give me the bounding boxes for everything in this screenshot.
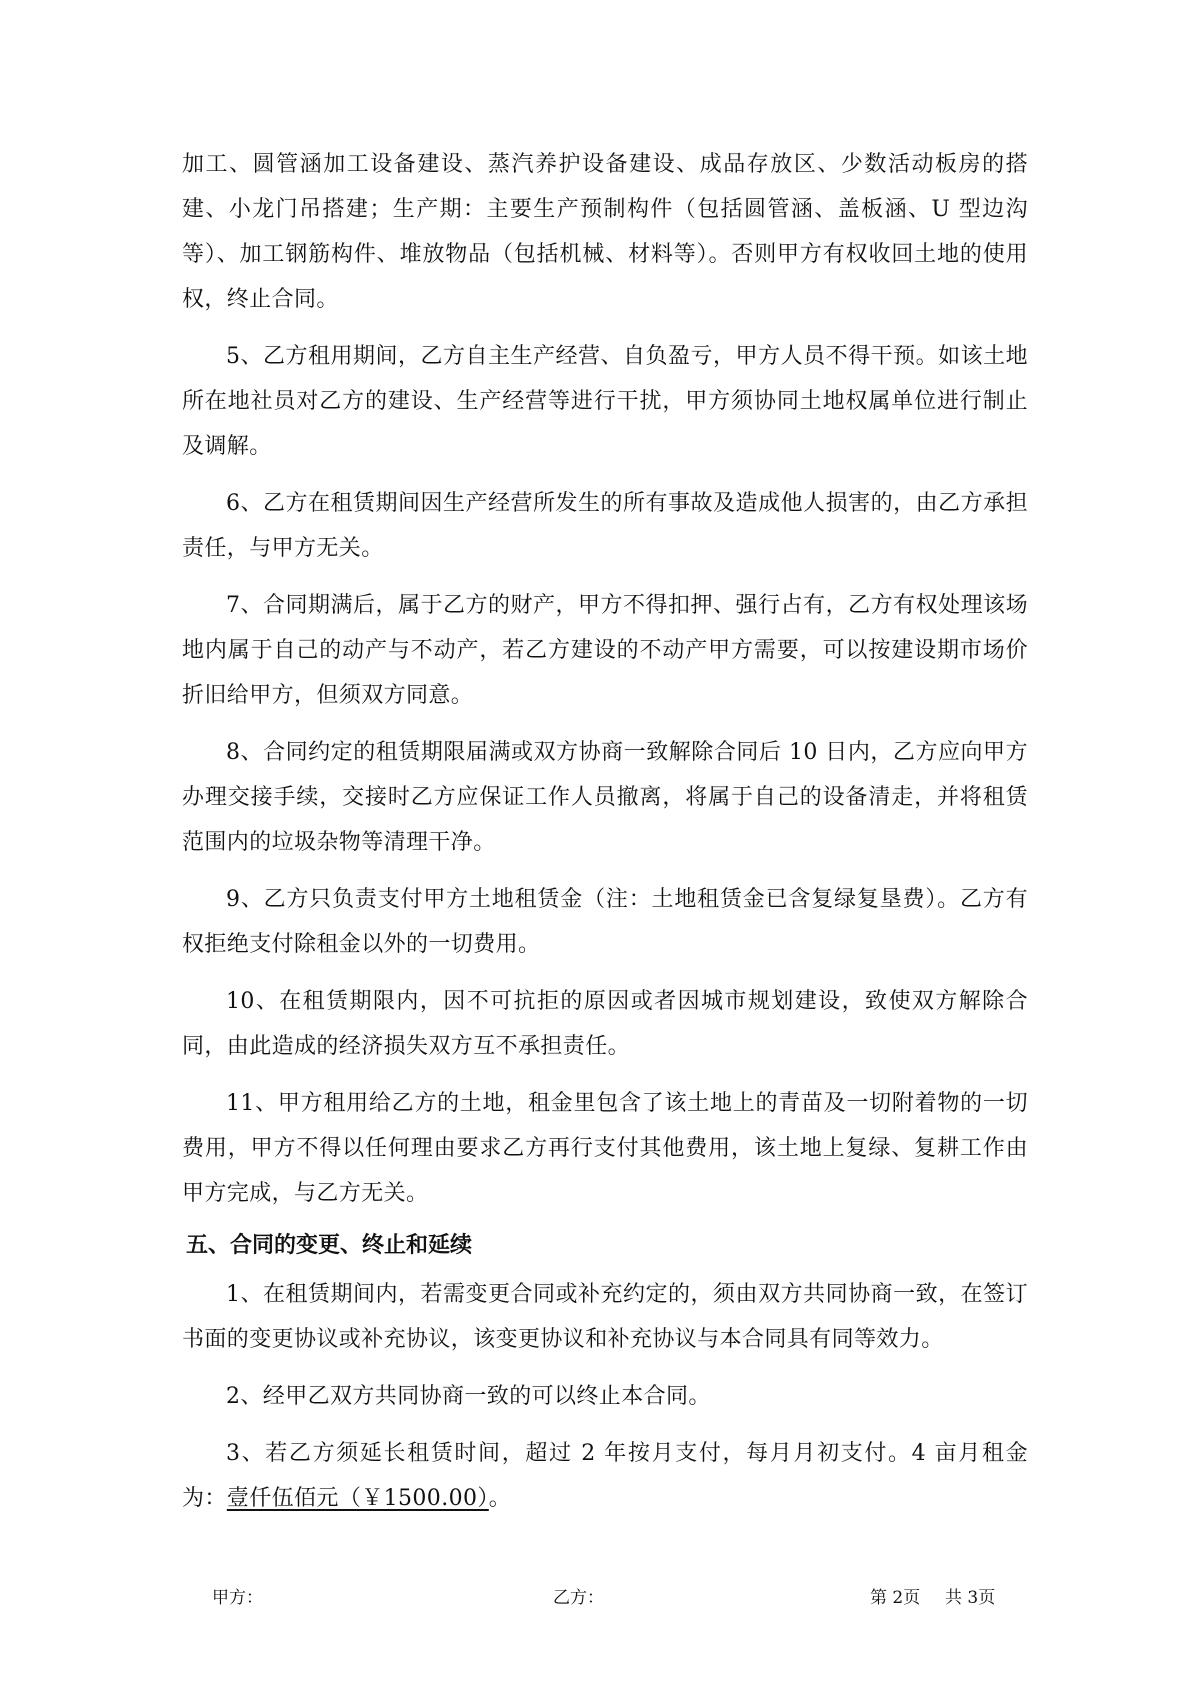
clause-paragraph: 8、合同约定的租赁期限届满或双方协商一致解除合同后 10 日内，乙方应向甲方办理交接手续，交接时乙方应保证工作人员撤离，将属于自己的设备清走，并将租赁范围内的垃圾杂物等清理干净。 bbox=[182, 740, 1028, 855]
page-number: 第 2页 bbox=[870, 1588, 921, 1608]
page-footer bbox=[0, 1583, 1200, 1613]
clause-list bbox=[182, 142, 1028, 1216]
clause-paragraph: 6、乙方在租赁期间因生产经营所发生的所有事故及造成他人损害的，由乙方承担责任，与甲方无关。 bbox=[182, 491, 1028, 561]
clause-paragraph: 11、甲方租用给乙方的土地，租金里包含了该土地上的青苗及一切附着物的一切费用，甲方不得以任何理由要求乙方再行支付其他费用，该土地上复绿、复耕工作由甲方完成，与乙方无关。 bbox=[182, 1091, 1028, 1206]
clause-paragraph: 9、乙方只负责支付甲方土地租赁金（注：土地租赁金已含复绿复垦费）。乙方有权拒绝支付除租金以外的一切费用。 bbox=[182, 887, 1028, 957]
section-clause-list bbox=[182, 1272, 1028, 1419]
clause-text-after: 。 bbox=[488, 1486, 512, 1511]
clause-paragraph: 1、在租赁期间内，若需变更合同或补充约定的，须由双方共同协商一致，在签订书面的变更协议或补充协议，该变更协议和补充协议与本合同具有同等效力。 bbox=[182, 1282, 1028, 1352]
document-body bbox=[182, 142, 1028, 1533]
clause-text-before: 3、若乙方须延长租赁时间，超过 2 年按月支付，每月月初支付。4 亩月租金为： bbox=[182, 1441, 1028, 1511]
clause-paragraph: 7、合同期满后，属于乙方的财产，甲方不得扣押、强行占有，乙方有权处理该场地内属于自己的动产与不动产，若乙方建设的不动产甲方需要，可以按建设期市场价折旧给甲方，但须双方同意。 bbox=[182, 593, 1028, 708]
clause-paragraph: 加工、圆管涵加工设备建设、蒸汽养护设备建设、成品存放区、少数活动板房的搭建、小龙门吊搭建；生产期：主要生产预制构件（包括圆管涵、盖板涵、U 型边沟等）、加工钢筋构件、堆放物品（包括机械、材料等）。否则甲方有权收回土地的使用权，终止合同。 bbox=[182, 152, 1028, 312]
section-heading: 五、合同的变更、终止和延续 bbox=[186, 1233, 473, 1258]
page-total: 共 3页 bbox=[945, 1588, 996, 1608]
party-b-signature-label: 乙方： bbox=[553, 1588, 604, 1608]
clause-paragraph-extension bbox=[182, 1431, 1028, 1521]
clause-paragraph: 10、在租赁期限内，因不可抗拒的原因或者因城市规划建设，致使双方解除合同，由此造成的经济损失双方互不承担责任。 bbox=[182, 989, 1028, 1059]
party-a-signature-label: 甲方： bbox=[212, 1588, 263, 1608]
rent-amount-underlined: 壹仟伍佰元（￥1500.00） bbox=[226, 1486, 489, 1511]
clause-paragraph: 5、乙方租用期间，乙方自主生产经营、自负盈亏，甲方人员不得干预。如该土地所在地社员对乙方的建设、生产经营等进行干扰，甲方须协同土地权属单位进行制止及调解。 bbox=[182, 344, 1028, 459]
clause-paragraph: 2、经甲乙双方共同协商一致的可以终止本合同。 bbox=[226, 1384, 711, 1409]
